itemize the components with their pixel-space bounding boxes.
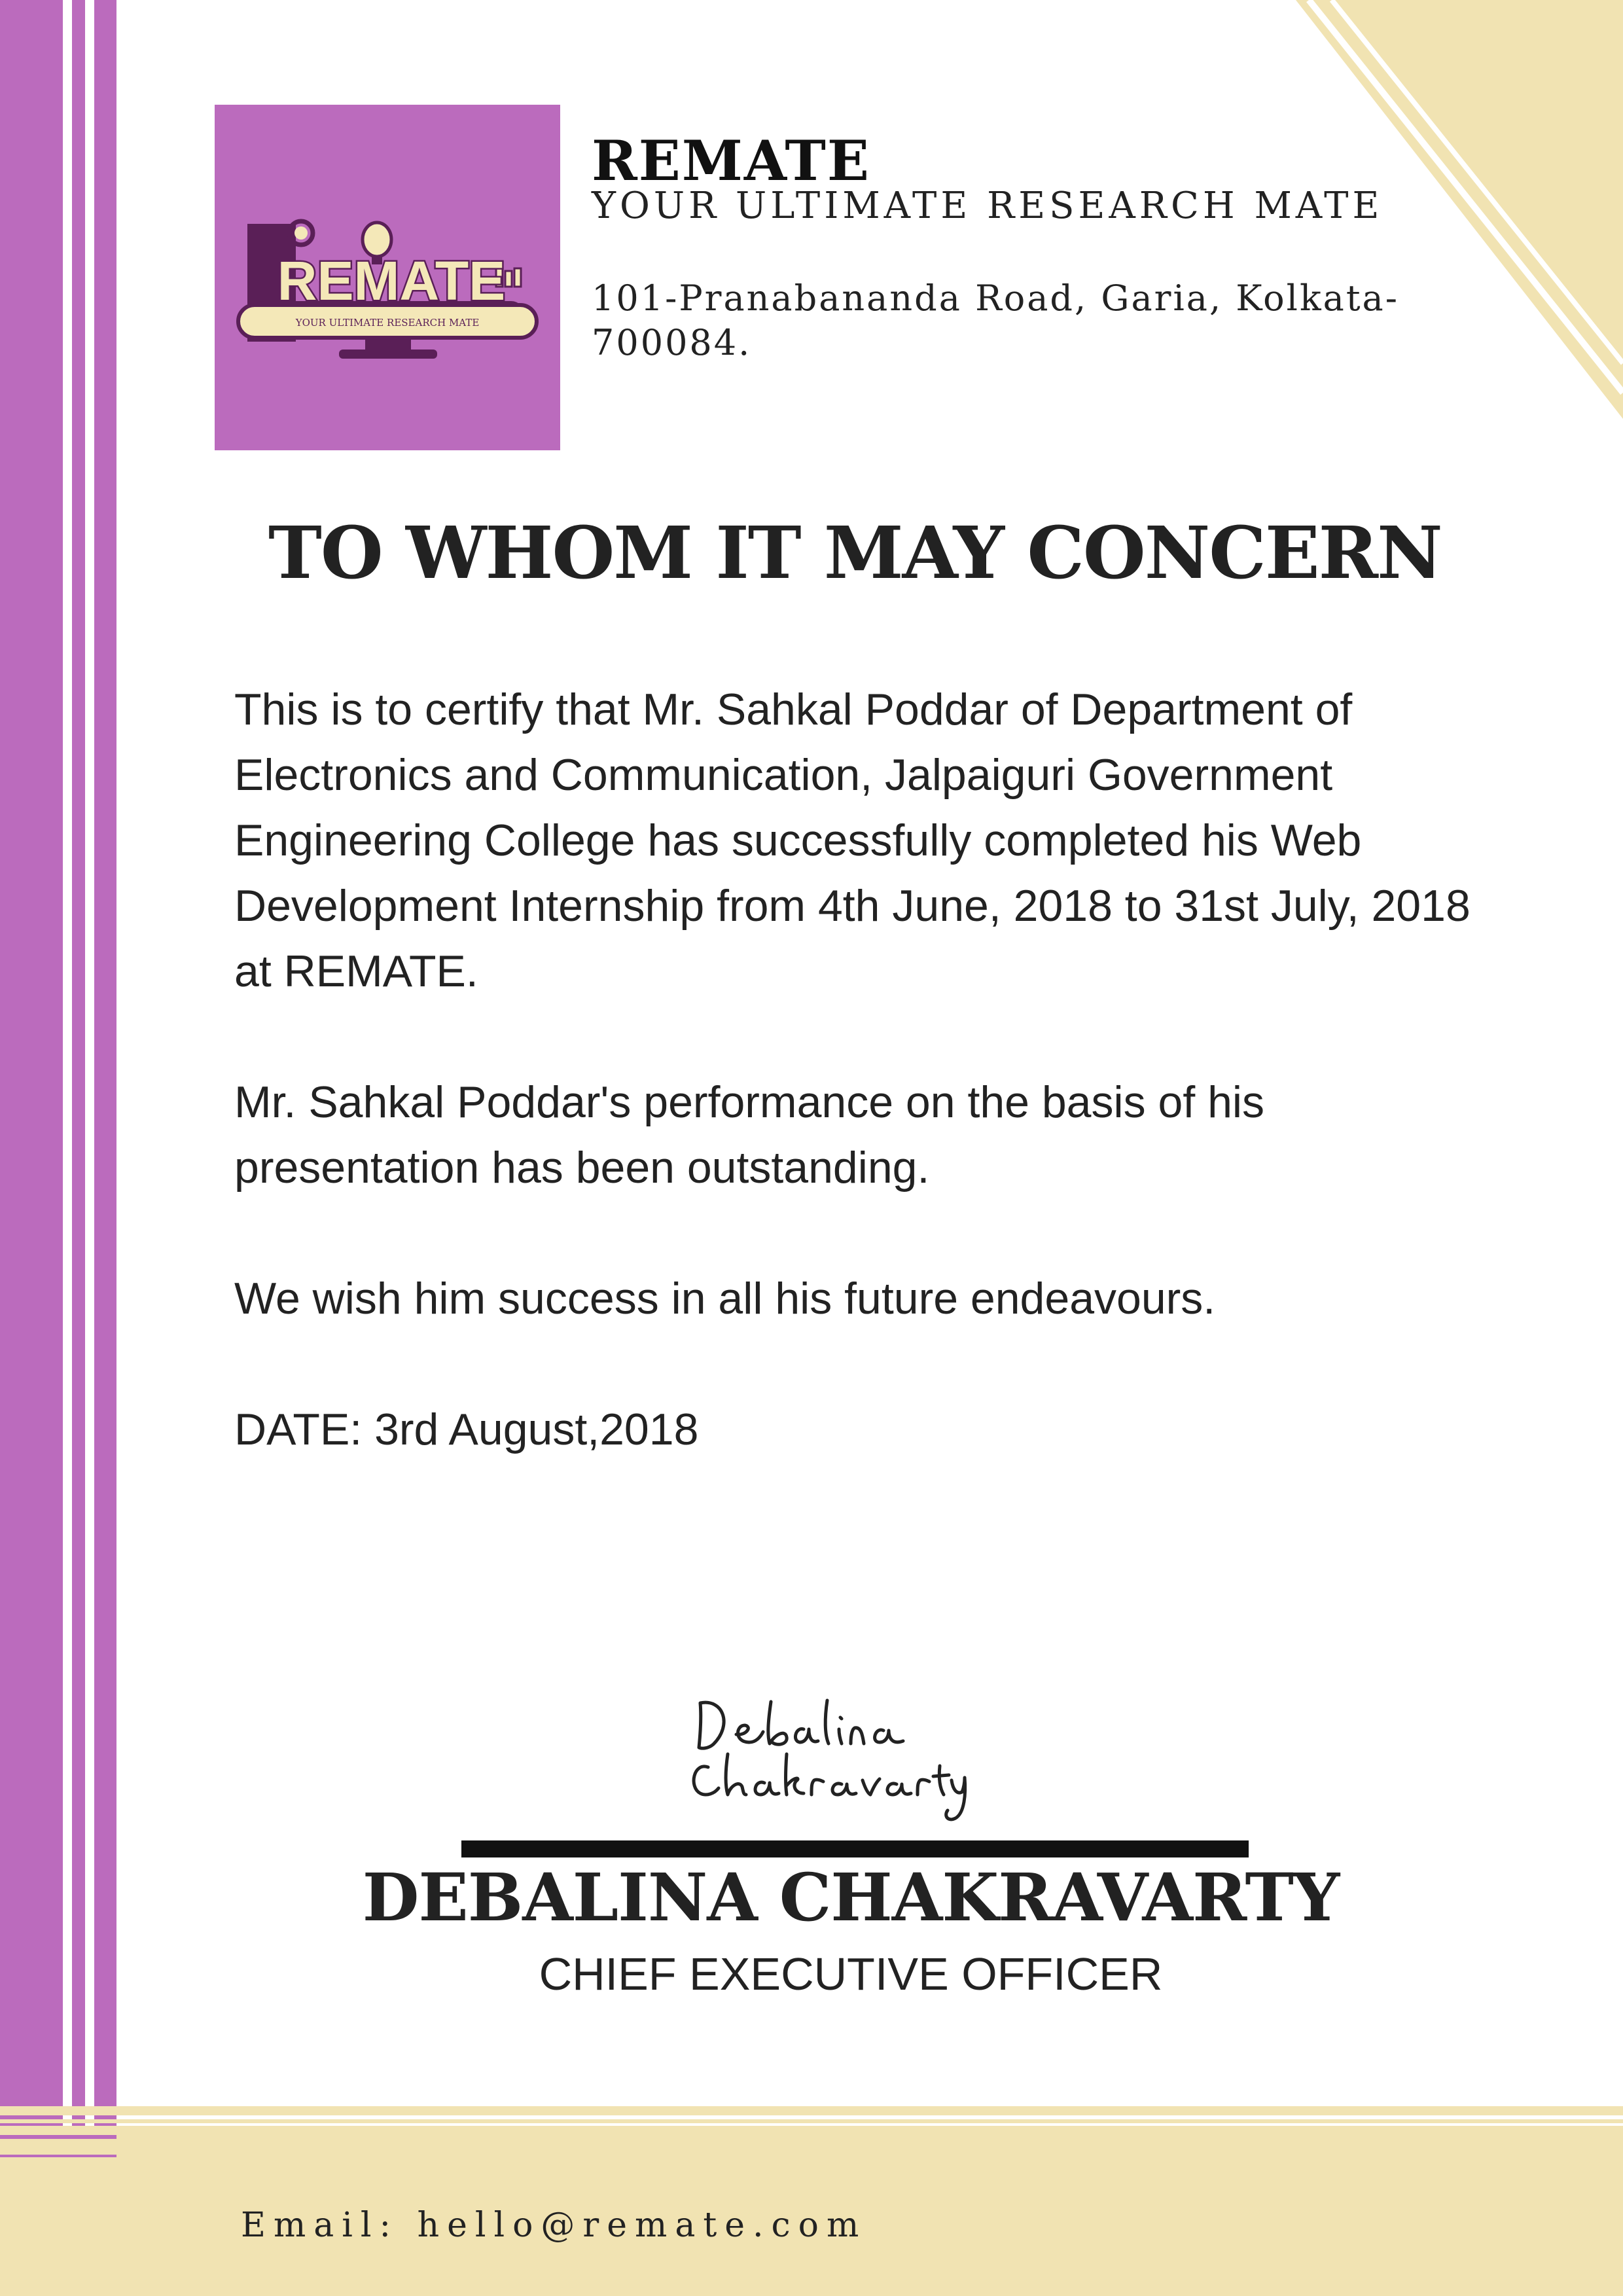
brand-tagline: YOUR ULTIMATE RESEARCH MATE: [592, 185, 1383, 227]
contact-email: Email: hello@remate.com: [241, 2206, 867, 2245]
footer-rule-middle: [0, 2119, 1623, 2123]
signer-name: DEBALINA CHAKRAVARTY: [362, 1859, 1340, 1936]
signature-line: [461, 1840, 1249, 1857]
left-stripe-narrow: [94, 0, 116, 2153]
footer-rule-top: [0, 2106, 1623, 2115]
company-logo: [215, 105, 560, 450]
certificate-paragraph: This is to certify that Mr. Sahkal Poddar of Department of Electronics and Communication, Jalpaiguri Government Engineering College has successfully completed his Web Development Internship from 4th June, 2018 to 31st July, 2018 at REMATE.: [234, 685, 1471, 996]
left-stripe-middle: [72, 0, 85, 2153]
brand-title: REMATE: [592, 128, 870, 193]
footer-left-rule-2: [0, 2155, 116, 2157]
signer-title: CHIEF EXECUTIVE OFFICER: [539, 1948, 1163, 2000]
logo-tagline: YOUR ULTIMATE RESEARCH MATE: [295, 317, 480, 329]
handwritten-signature: [687, 1689, 975, 1833]
wishes-paragraph: We wish him success in all his future endeavours.: [234, 1274, 1216, 1323]
logo-wordmark: REMATE: [277, 250, 506, 312]
footer-left-rule: [0, 2135, 116, 2139]
letter-heading: TO WHOM IT MAY CONCERN: [268, 511, 1442, 595]
remate-logo-icon: [215, 105, 560, 450]
company-address: 101-Pranabananda Road, Garia, Kolkata-700084.: [592, 278, 1399, 363]
performance-paragraph: Mr. Sahkal Poddar's performance on the basis of his presentation has been outstanding.: [234, 1077, 1265, 1193]
date-line: DATE: 3rd August,2018: [234, 1405, 699, 1454]
left-stripe-wide: [0, 0, 63, 2153]
